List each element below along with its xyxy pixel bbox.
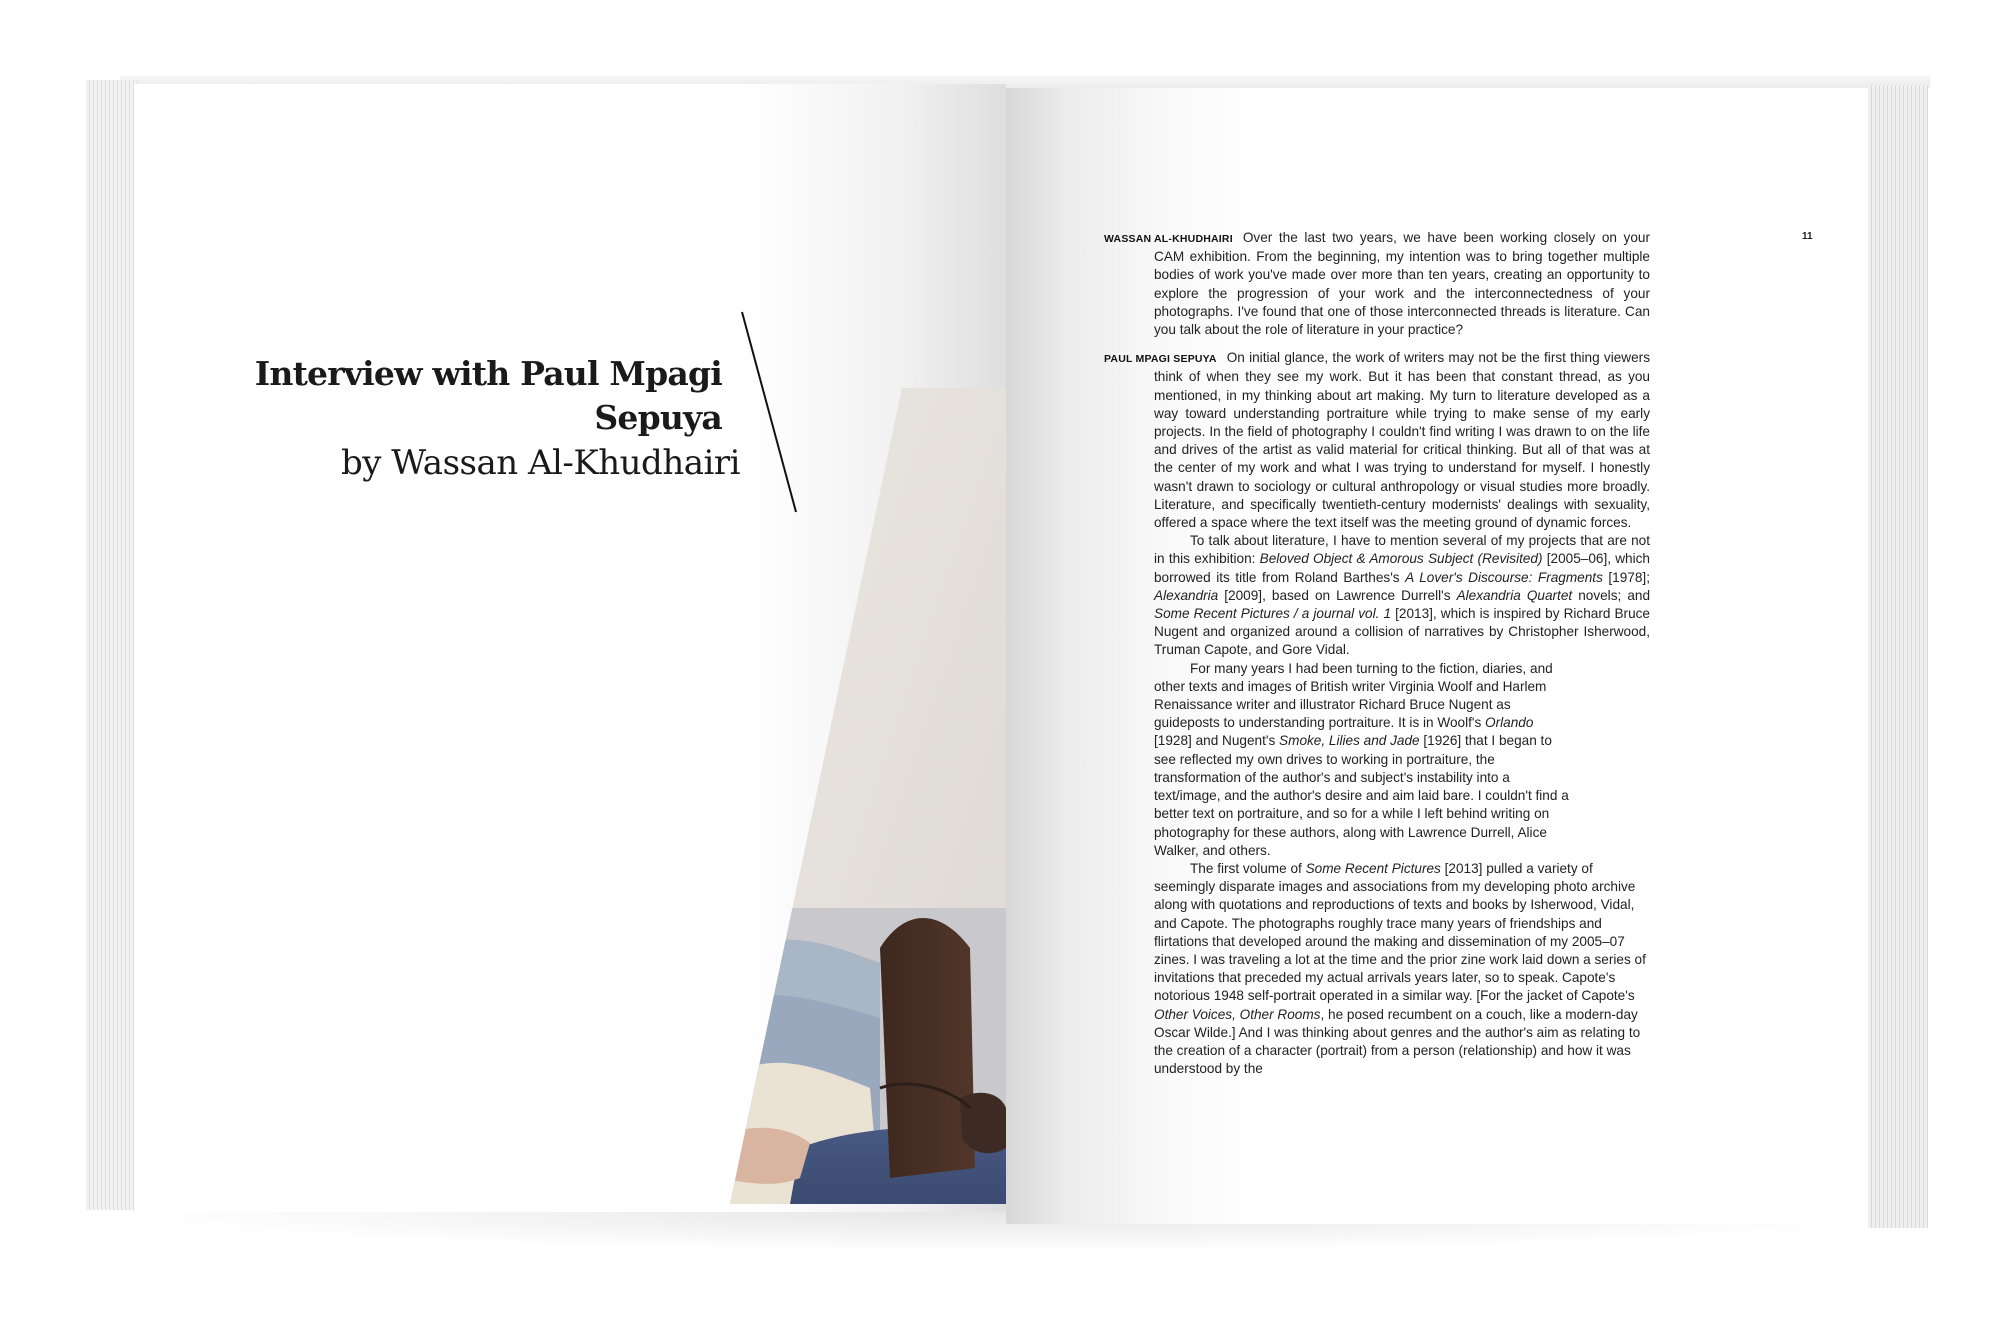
work-title: Smoke, Lilies and Jade — [1279, 733, 1420, 749]
text-run: , he posed recumbent on a couch, like a modern-day Oscar Wilde.] And I was thinking about genres and the author's aim as relating to the creation of a character (portrait) from a person (relationship) and how it was understood by the — [1154, 1006, 1641, 1077]
text-run: For many years I had been turning to the fiction, diaries, and other texts and images of British writer Virginia Woolf and Harlem Renaissance writer and illustrator Richard Bruce Nugent as guideposts to understanding portraiture. It is in Woolf's — [1154, 660, 1553, 731]
question-text: Over the last two years, we have been working closely on your CAM exhibition. From the beginning, my intention was to bring together multiple bodies of work you've made over more than ten years, creating an opportunity to explore the progression of your work and the interconnectedness of your photographs. I've found that one of those interconnected threads is literature. Can you talk about the role of literature in your practice? — [1154, 230, 1650, 338]
text-run: novels; and — [1572, 587, 1650, 603]
body-paragraph-2 — [1104, 532, 1650, 659]
work-title: Orlando — [1485, 715, 1534, 731]
work-title: Alexandria — [1154, 587, 1219, 603]
article-title: Interview with Paul Mpagi Sepuya — [254, 354, 722, 437]
work-title: Other Voices, Other Rooms — [1154, 1006, 1321, 1022]
text-run: [2013] pulled a variety of seemingly disparate images and associations from my developing photo archive along with quotations and reproductions of texts and books by Isherwood, Vidal, and Capote. The photographs roughly trace many years of friendships and flirtations that developed around the making and dissemination of my 2005–07 zines. I was traveling a lot at the time and the prior zine work laid down a series of invitations that preceded my actual arrivals years later, so to speak. Capote's notorious 1948 self-portrait operated in a similar way. [For the jacket of Capote's — [1154, 860, 1646, 1004]
body-paragraph-3 — [1104, 660, 1572, 860]
text-run: To talk about literature, I have to mention several of my projects that are not in this exhibition: — [1154, 533, 1650, 567]
article-byline: by Wassan Al-Khudhairi — [341, 443, 740, 483]
work-title: Some Recent Pictures — [1305, 860, 1441, 876]
work-title: A Lover's Discourse: Fragments — [1405, 569, 1603, 585]
speaker-artist: PAUL MPAGI SEPUYA — [1104, 353, 1217, 366]
page-number: 11 — [1802, 231, 1813, 242]
text-run: [2005–06], which borrowed its title from Roland Barthes's — [1154, 551, 1650, 585]
question-paragraph — [1104, 229, 1650, 339]
text-run: [1926] that I began to see reflected my own drives to working in portraiture, the transformation of the author's and subject's instability into a text/image, and the author's desire and aim laid bare. I couldn't find a better text on portraiture, and so for a while I left behind writing on photography for these authors, along with Lawrence Durrell, Alice Walker, and others. — [1154, 733, 1569, 858]
text-run: [1928] and Nugent's — [1154, 733, 1280, 749]
text-run: [2009], based on Lawrence Durrell's — [1218, 587, 1457, 603]
answer-paragraph — [1104, 349, 1650, 532]
work-title: Beloved Object & Amorous Subject (Revisited) — [1259, 551, 1543, 567]
body-paragraph-4 — [1104, 860, 1650, 1078]
speaker-interviewer: WASSAN AL-KHUDHAIRI — [1104, 233, 1233, 245]
work-title: Alexandria Quartet — [1456, 587, 1573, 603]
answer-text: On initial glance, the work of writers may not be the first thing viewers think of when they see my work. But it has been that constant thread, as you mentioned, in my thinking about art making. My turn to literature developed as a way toward understanding portraiture while trying to make sense of my early projects. In the field of photography I couldn't find writing I was drawn to on the life and drives of the artist as valid material for critical thinking. But all of that was at the center of my work and what I was trying to understand for myself. I honestly wasn't drawn to sociology or cultural anthropology or visual studies more broadly. Literature, and specifically twentieth-century modernists' dealings with sexuality, offered a space where the text itself was the meeting ground of dynamic forces. — [1154, 350, 1650, 531]
text-run: [1978]; — [1602, 569, 1650, 585]
text-run: The first volume of — [1190, 860, 1306, 876]
work-title: Some Recent Pictures / a journal vol. 1 — [1154, 606, 1392, 622]
interview-text — [1104, 229, 1650, 1078]
portrait-photo — [730, 388, 1006, 1204]
text-run: [2013], which is inspired by Richard Bruce Nugent and organized around a collision of narratives by Christopher Isherwood, Truman Capote, and Gore Vidal. — [1154, 606, 1650, 658]
